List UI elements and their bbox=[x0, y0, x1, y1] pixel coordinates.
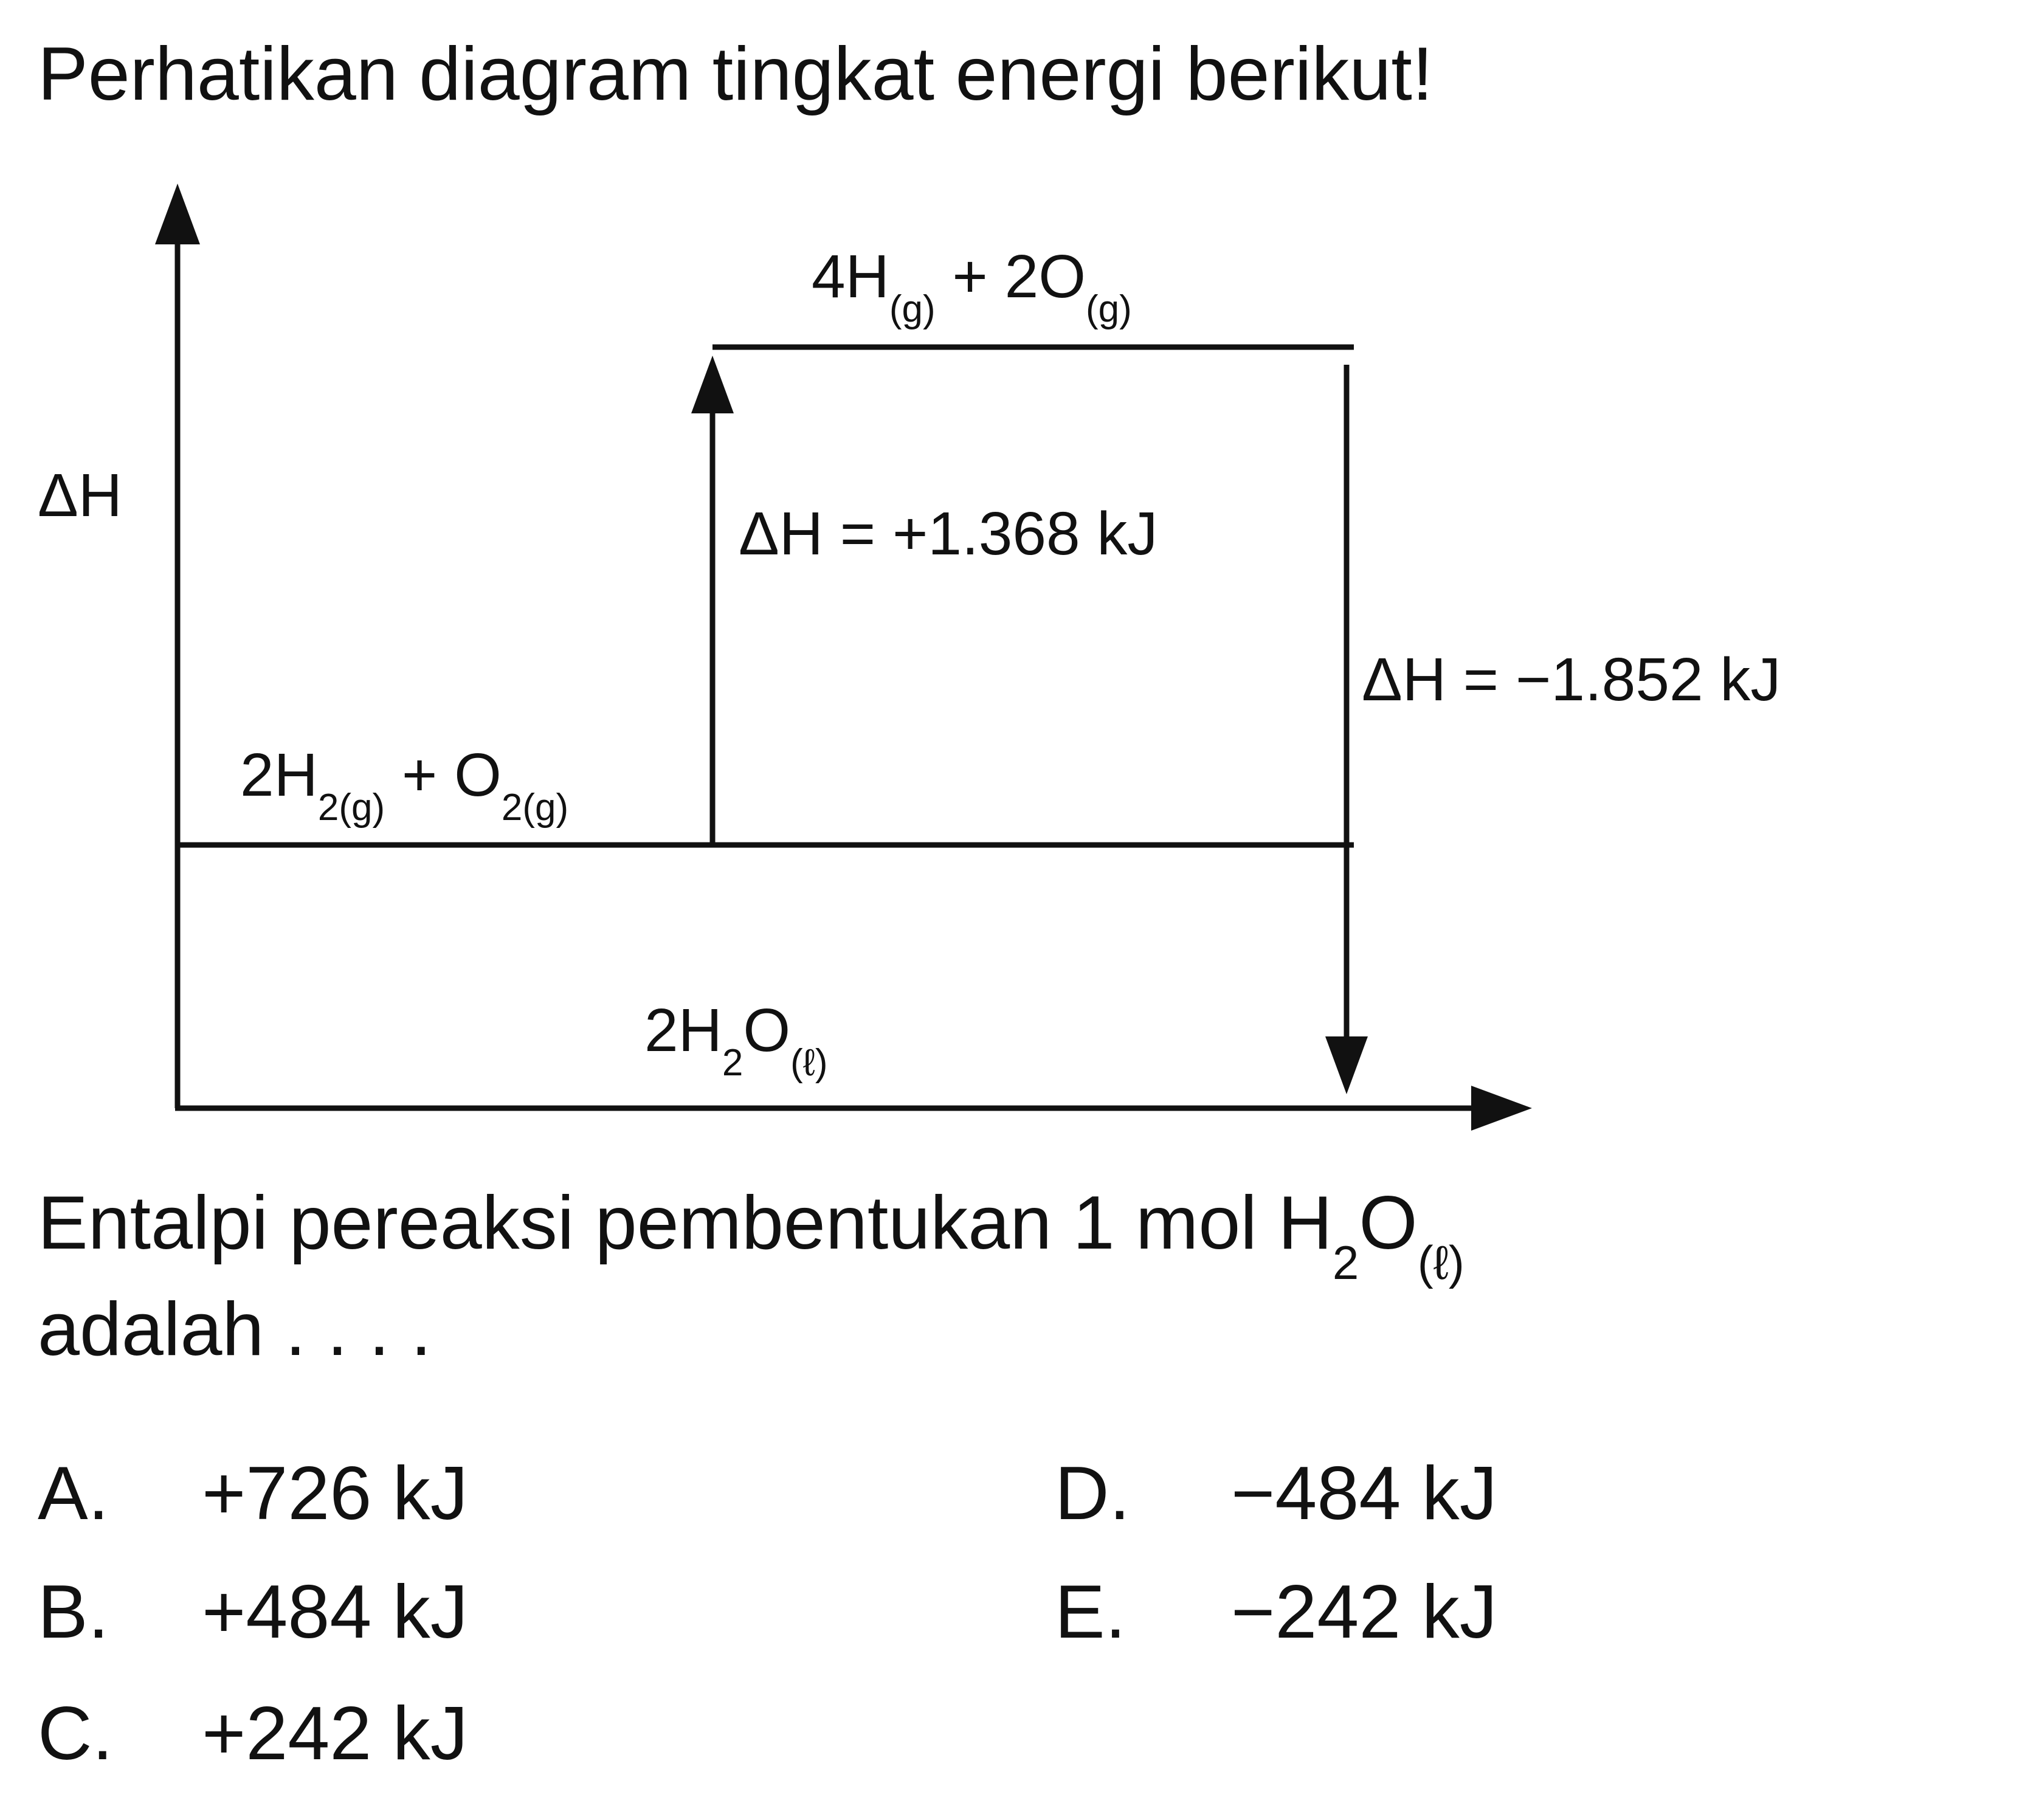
option-value: −242 kJ bbox=[1231, 1570, 1497, 1654]
page-title: Perhatikan diagram tingkat energi berikut! bbox=[38, 32, 1433, 116]
y-axis-label: ΔH bbox=[38, 461, 123, 529]
option-letter: C. bbox=[38, 1692, 113, 1776]
level-label-middle: $2H_{2(g)} + O_{2(g)}$ bbox=[240, 741, 569, 829]
enthalpy-down-label: ΔH = −1.852 kJ bbox=[1362, 646, 1781, 714]
option-a[interactable] bbox=[38, 1452, 468, 1536]
option-c[interactable] bbox=[38, 1692, 468, 1776]
option-value: +484 kJ bbox=[202, 1570, 468, 1654]
question-text: Entalpi pereaksi pembentukan 1 mol $H_2O_{(\ell)}$ bbox=[38, 1181, 1464, 1289]
enthalpy-down-arrowhead bbox=[1325, 1036, 1368, 1094]
option-value: −484 kJ bbox=[1231, 1452, 1497, 1536]
x-axis-arrowhead bbox=[1471, 1086, 1532, 1131]
option-d[interactable] bbox=[1055, 1452, 1497, 1536]
enthalpy-up-label: ΔH = +1.368 kJ bbox=[739, 500, 1158, 568]
option-value: +726 kJ bbox=[202, 1452, 468, 1536]
option-value: +242 kJ bbox=[202, 1692, 468, 1776]
option-b[interactable] bbox=[38, 1570, 468, 1654]
option-letter: D. bbox=[1055, 1452, 1130, 1536]
option-e[interactable] bbox=[1055, 1570, 1497, 1654]
option-letter: A. bbox=[38, 1452, 109, 1536]
level-label-bottom: $2H_2O_{(\ell)}$ bbox=[644, 996, 828, 1084]
option-letter: B. bbox=[38, 1570, 109, 1654]
enthalpy-up-arrowhead bbox=[691, 356, 734, 413]
option-letter: E. bbox=[1055, 1570, 1126, 1654]
question-text-continued: adalah . . . . bbox=[38, 1287, 432, 1371]
y-axis-arrowhead bbox=[155, 184, 200, 244]
level-label-top: $4H_{(g)} + 2O_{(g)}$ bbox=[812, 243, 1132, 330]
